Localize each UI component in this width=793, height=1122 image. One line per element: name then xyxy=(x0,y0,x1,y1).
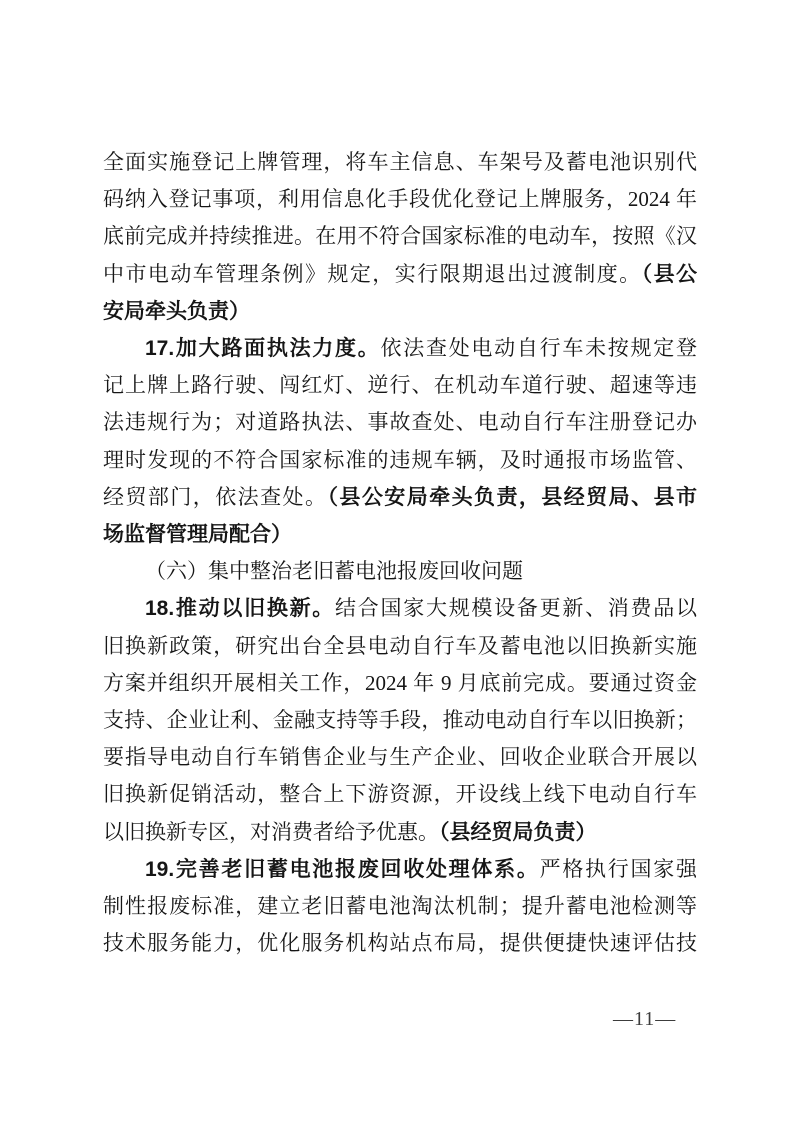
body-text: 结合国家大规模设备更新、消费品以 xyxy=(335,596,697,621)
text-line xyxy=(103,590,697,627)
text-line xyxy=(103,628,697,665)
text-line xyxy=(103,218,697,255)
body-text: 方案并组织开展相关工作，2024 年 9 月底前完成。要通过资金 xyxy=(103,670,697,695)
text-line xyxy=(103,739,697,776)
paragraph-continuation-item16 xyxy=(103,144,697,330)
paragraph-item19 xyxy=(103,851,697,963)
text-line xyxy=(103,665,697,702)
emphasis-text: （县公 xyxy=(641,262,698,286)
emphasis-text: 安局牵头负责） xyxy=(103,299,250,323)
text-line xyxy=(103,516,697,553)
body-text: 依法查处电动自行车未按规定登 xyxy=(380,336,697,361)
text-line xyxy=(103,144,697,181)
text-line xyxy=(103,367,697,404)
page-footer xyxy=(613,1008,676,1031)
text-line xyxy=(103,776,697,813)
body-text: 以旧换新专区，对消费者给予优惠。 xyxy=(103,819,439,844)
body-text: 理时发现的不符合国家标准的违规车辆，及时通报市场监管、 xyxy=(103,447,697,472)
text-line xyxy=(103,330,697,367)
body-text: 全面实施登记上牌管理，将车主信息、车架号及蓄电池识别代 xyxy=(103,150,697,174)
body-text: 记上牌上路行驶、闯红灯、逆行、在机动车道行驶、超速等违 xyxy=(103,373,697,398)
body-text: 旧换新政策，研究出台全县电动自行车及蓄电池以旧换新实施 xyxy=(103,633,697,658)
body-text: 制性报废标准，建立老旧蓄电池淘汰机制；提升蓄电池检测等 xyxy=(103,894,697,919)
text-line xyxy=(103,479,697,516)
emphasis-text: 17.加大路面执法力度。 xyxy=(145,337,381,361)
text-line xyxy=(103,553,697,590)
paragraph-section-6-heading xyxy=(103,553,697,590)
text-line xyxy=(103,925,697,962)
text-line xyxy=(103,293,697,330)
text-line xyxy=(103,814,697,851)
text-line xyxy=(103,404,697,441)
text-line xyxy=(103,888,697,925)
body-text: 底前完成并持续推进。在用不符合国家标准的电动车，按照《汉 xyxy=(103,224,697,249)
page-number: —11— xyxy=(613,1008,677,1030)
emphasis-text: 19.完善老旧蓄电池报废回收处理体系。 xyxy=(145,857,540,881)
text-line xyxy=(103,851,697,888)
body-text: 严格执行国家强 xyxy=(539,856,697,881)
document-body xyxy=(103,144,697,962)
body-text: （六）集中整治老旧蓄电池报废回收问题 xyxy=(145,559,523,584)
emphasis-text: （县公安局牵头负责，县经贸局、县市 xyxy=(327,485,698,509)
paragraph-item17 xyxy=(103,330,697,553)
emphasis-text: 场监督管理局配合） xyxy=(103,523,292,547)
body-text: 技术服务能力，优化服务机构站点布局，提供便捷快速评估技 xyxy=(103,931,697,956)
text-line xyxy=(103,181,697,218)
body-text: 法违规行为；对道路执法、事故查处、电动自行车注册登记办 xyxy=(103,410,697,435)
text-line xyxy=(103,702,697,739)
emphasis-text: 18.推动以旧换新。 xyxy=(145,597,336,621)
text-line xyxy=(103,442,697,479)
paragraph-item18 xyxy=(103,590,697,850)
body-text: 经贸部门，依法查处。 xyxy=(103,484,328,509)
text-line xyxy=(103,256,697,293)
body-text: 中市电动车管理条例》规定，实行限期退出过渡制度。 xyxy=(103,261,642,286)
body-text: 旧换新促销活动，整合上下游资源，开设线上线下电动自行车 xyxy=(103,782,697,807)
body-text: 要指导电动自行车销售企业与生产企业、回收企业联合开展以 xyxy=(103,745,697,770)
body-text: 支持、企业让利、金融支持等手段，推动电动自行车以旧换新； xyxy=(103,708,697,733)
emphasis-text: （县经贸局负责） xyxy=(439,820,597,844)
body-text: 码纳入登记事项，利用信息化手段优化登记上牌服务，2024 年 xyxy=(103,187,697,212)
